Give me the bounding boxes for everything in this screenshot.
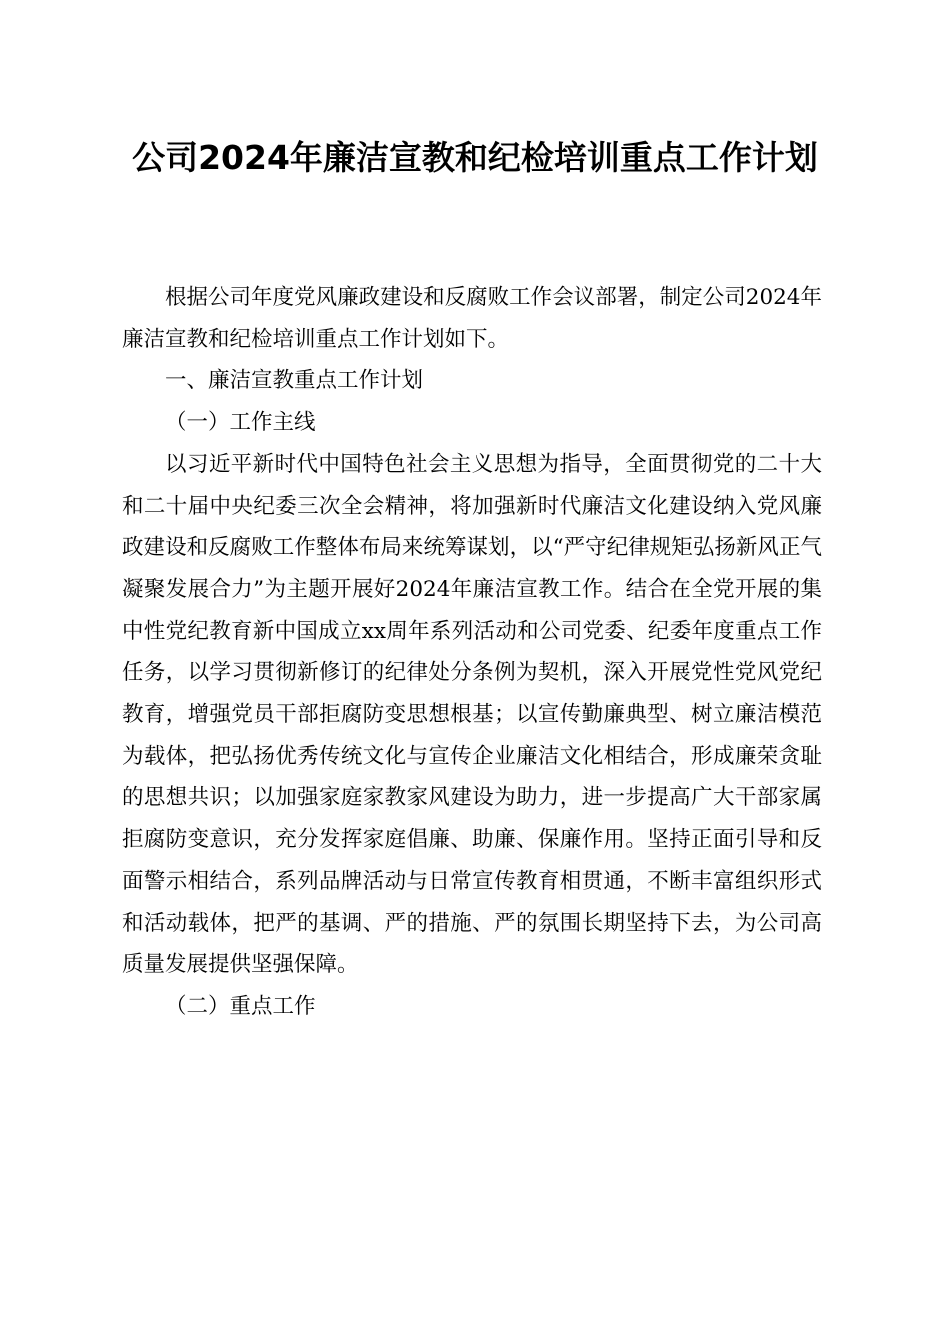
intro-paragraph: 根据公司年度党风廉政建设和反腐败工作会议部署，制定公司2024年廉洁宣教和纪检培训重点工作计划如下。 [122, 285, 822, 352]
subsection-heading-key-work: （二）重点工作 [165, 993, 316, 1019]
subsection-heading-work-line: （一）工作主线 [165, 410, 316, 436]
document-body [122, 277, 822, 1028]
work-line-paragraph: 以习近平新时代中国特色社会主义思想为指导，全面贯彻党的二十大和二十届中央纪委三次全会精神，将加强新时代廉洁文化建设纳入党风廉政建设和反腐败工作整体布局来统筹谋划，以“严守纪律规矩弘扬新风正气凝聚发展合力”为主题开展好2024年廉洁宣教工作。结合在全党开展的集中性党纪教育新中国成立xx周年系列活动和公司党委、纪委年度重点工作任务，以学习贯彻新修订的纪律处分条例为契机，深入开展党性党风党纪教育，增强党员干部拒腐防变思想根基；以宣传勤廉典型、树立廉洁模范为载体，把弘扬优秀传统文化与宣传企业廉洁文化相结合，形成廉荣贪耻的思想共识；以加强家庭家教家风建设为助力，进一步提高广大干部家属拒腐防变意识，充分发挥家庭倡廉、助廉、保廉作用。坚持正面引导和反面警示相结合，系列品牌活动与日常宣传教育相贯通，不断丰富组织形式和活动载体，把严的基调、严的措施、严的氛围长期坚持下去，为公司高质量发展提供坚强保障。 [122, 451, 822, 978]
section-heading-1: 一、廉洁宣教重点工作计划 [165, 368, 424, 394]
document-title: 公司2024年廉洁宣教和纪检培训重点工作计划 [132, 138, 818, 177]
